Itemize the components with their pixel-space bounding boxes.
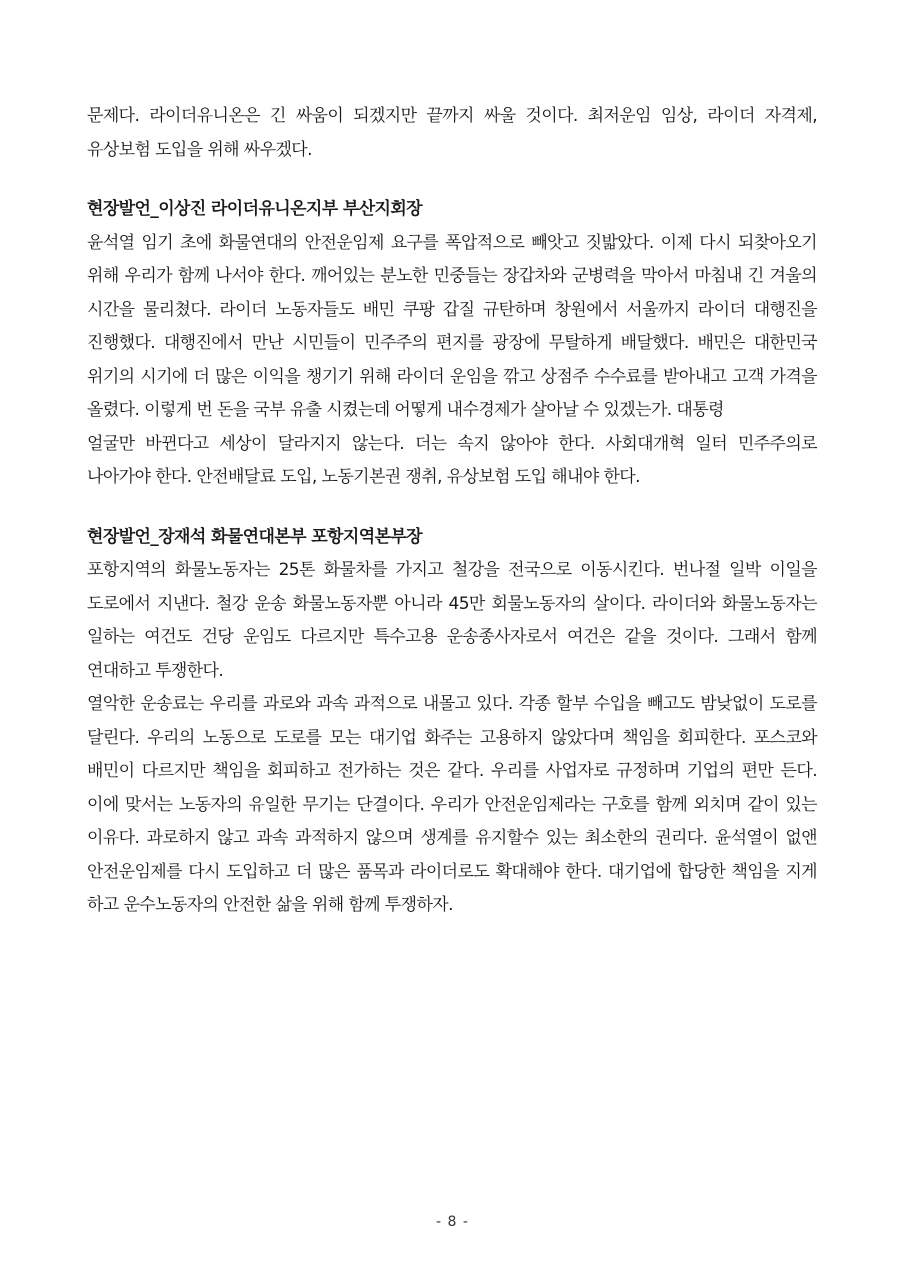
document-page — [87, 100, 817, 923]
section-heading-pohang: 현장발언_장재석 화물연대본부 포항지역본부장 — [87, 526, 422, 547]
intro-paragraph: 문제다. 라이더유니온은 긴 싸움이 되겠지만 끝까지 싸울 것이다. 최저운임 임상, 라이더 자격제, 유상보험 도입을 위해 싸우겠다. — [87, 106, 817, 160]
section-heading-busan: 현장발언_이상진 라이더유니온지부 부산지회장 — [87, 199, 422, 219]
page-number: - 8 - — [436, 1214, 469, 1230]
section2-paragraph-1: 포항지역의 화물노동자는 25톤 화물차를 가지고 철강을 전국으로 이동시킨다. 번나절 일박 이일을 도로에서 지낸다. 철강 운송 화물노동자뿐 아니라 45만 회물노동자의 살이다. 라이더와 화물노동자는 일하는 여건도 건당 운임도 다르지만 특수고용 운송종사자로서 여건은 같을 것이다. 그래서 함께 연대하고 투쟁한다. — [87, 560, 817, 681]
section1-paragraph-1: 윤석열 임기 초에 화물연대의 안전운임제 요구를 폭압적으로 빼앗고 짓밟았다. 이제 다시 되찾아오기 위해 우리가 함께 나서야 한다. 깨어있는 분노한 민중들는 장갑차와 군병력을 막아서 마침내 긴 겨울의 시간을 물리쳤다. 라이더 노동자들도 배민 쿠팡 갑질 규탄하며 창원에서 서울까지 라이더 대행진을 진행했다. 대행진에서 만난 시민들이 민주주의 편지를 광장에 무탈하게 배달했다. 배민은 대한민국 위기의 시기에 더 많은 이익을 챙기기 위해 라이더 운임을 깎고 상점주 수수료를 받아내고 고객 가격을 올렸다. 이렇게 번 돈을 국부 유출 시켰는데 어떻게 내수경제가 살아날 수 있겠는가. 대통령 — [87, 232, 817, 420]
section2-paragraph-2: 열악한 운송료는 우리를 과로와 과속 과적으로 내몰고 있다. 각종 할부 수입을 빼고도 밤낮없이 도로를 달린다. 우리의 노동으로 도로를 모는 대기업 화주는 고용하지 않았다며 책임을 회피한다. 포스코와 배민이 다르지만 책임을 회피하고 전가하는 것은 같다. 우리를 사업자로 규정하며 기업의 편만 든다. 이에 맞서는 노동자의 유일한 무기는 단결이다. 우리가 안전운임제라는 구호를 함께 외치며 같이 있는 이유다. 과로하지 않고 과속 과적하지 않으며 생계를 유지할수 있는 최소한의 권리다. 윤석열이 없앤 안전운임제를 다시 도입하고 더 많은 품목과 라이더로도 확대해야 한다. 대기업에 합당한 책임을 지게 하고 운수노동자의 안전한 삶을 위해 함께 투쟁하자. — [87, 694, 817, 915]
section1-paragraph-2: 얼굴만 바뀐다고 세상이 달라지지 않는다. 더는 속지 않아야 한다. 사회대개혁 일터 민주주의로 나아가야 한다. 안전배달료 도입, 노동기본권 쟁취, 유상보험 도입 해내야 한다. — [87, 433, 817, 487]
